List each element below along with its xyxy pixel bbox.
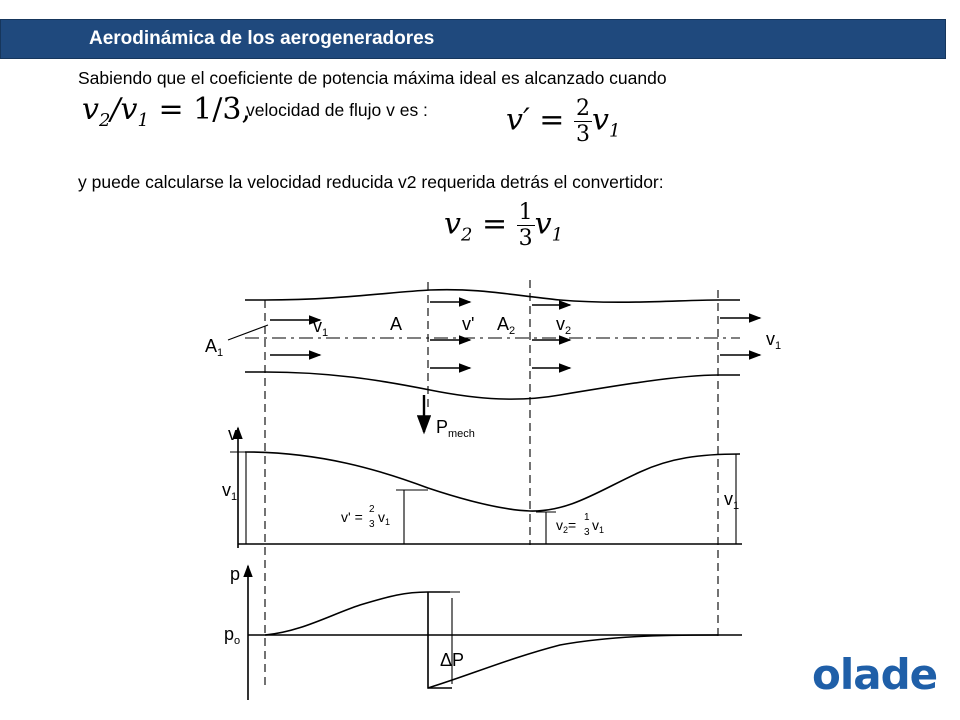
svg-text:1: 1 [584, 512, 590, 523]
text-line-3: y puede calcularse la velocidad reducida v2 requerida detrás el convertidor: [78, 172, 664, 192]
v2-formula: $v_2$ = $\frac{1}{3}$ $v_1$ [444, 200, 564, 251]
pressure-curve-downstream [428, 635, 718, 688]
label-v-axis: v [228, 424, 237, 444]
vprime-formula: v′ = $\frac{2}{3}$ $v_1$ [506, 96, 621, 147]
label-vprime-note: v' = [341, 509, 363, 525]
svg-text:A2: $A_2$ [497, 314, 516, 337]
label-a2: A [497, 314, 510, 334]
svg-text:v1: $v_1$ [766, 329, 782, 352]
svg-text:A1: $A_1$ [205, 336, 224, 359]
svg-text:po: $p_o$ [224, 624, 241, 647]
svg-text:2: 2 [369, 504, 375, 515]
label-p0: p [224, 624, 235, 644]
pressure-drop-line [428, 592, 452, 688]
stream-tube-top [245, 290, 740, 303]
label-v1-right: v [766, 329, 775, 349]
label-v2-note: v [556, 517, 563, 533]
label-p-axis: p [230, 564, 241, 584]
svg-text:3: 3 [369, 519, 375, 530]
svg-text:v1: $v_1$ [313, 316, 329, 339]
label-a: A [390, 314, 403, 334]
pressure-curve-upstream [265, 592, 450, 635]
svg-text:v1: $v_1$ [378, 509, 391, 527]
svg-text:v1: $v_1$ [222, 480, 238, 503]
ratio-formula: $v_2/v_1 = 1/3$, [82, 92, 251, 131]
text-line-1: Sabiendo que el coeficiente de potencia máxima ideal es alcanzado cuando [78, 68, 667, 88]
label-v1-right-axis: v [724, 489, 733, 509]
label-pmech: P [436, 417, 449, 437]
svg-text:Pmech: $P_{mech}$ [436, 417, 475, 440]
label-delta-p: ΔP [440, 650, 465, 670]
olade-logo: olade [812, 650, 938, 699]
slide-title: Aerodinámica de los aerogeneradores [89, 28, 435, 49]
label-a1: A [205, 336, 218, 356]
label-vprime: v' [462, 314, 475, 334]
label-v1-left: v [313, 316, 322, 336]
stream-tube-bottom [245, 372, 740, 399]
svg-text:v1: $v_1$ [592, 517, 605, 535]
text-line-2: velocidad de flujo v es : [246, 100, 428, 120]
svg-text:v1: $v_1$ [724, 489, 740, 512]
label-v1-axis: v [222, 480, 231, 500]
svg-text:v2=: $v_2=$ [556, 517, 577, 535]
svg-text:v2: $v_2$ [556, 314, 572, 337]
svg-text:3: 3 [584, 527, 590, 538]
velocity-curve [245, 452, 740, 511]
label-v2: v [556, 314, 565, 334]
